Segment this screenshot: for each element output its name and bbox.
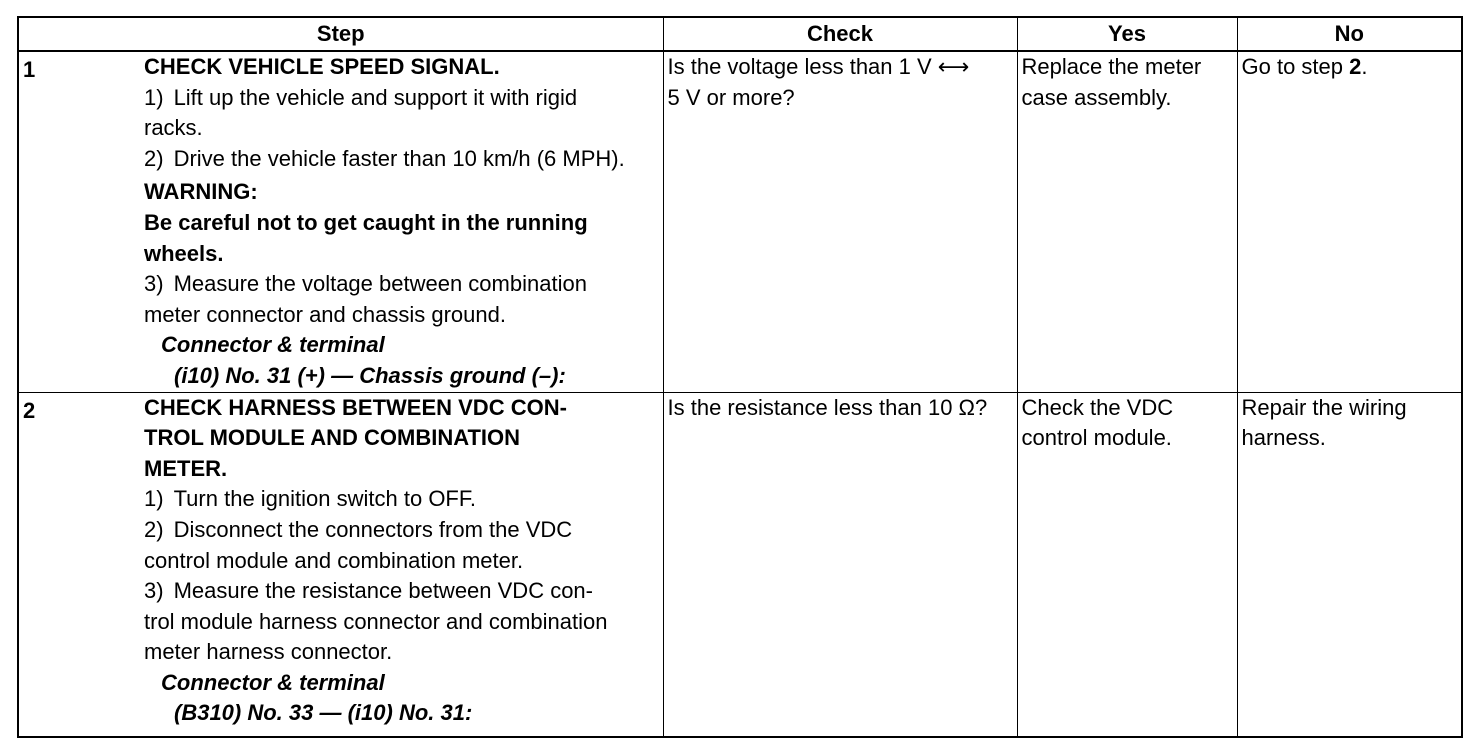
spec-label: Connector & terminal	[161, 669, 385, 695]
no-cell	[1237, 51, 1462, 392]
check-text: 5 V or more?	[667, 84, 795, 110]
list-item: 3) Measure the voltage between combination	[144, 271, 587, 297]
step-number: 2	[23, 397, 36, 423]
list-item: racks.	[144, 115, 203, 141]
header-step: Step	[18, 17, 663, 51]
warning-text: wheels.	[144, 240, 224, 266]
no-text: Go to step 2.	[1241, 54, 1368, 79]
no-text: harness.	[1241, 425, 1326, 451]
step-title: CHECK HARNESS BETWEEN VDC CON-	[144, 394, 567, 420]
list-item: meter harness connector.	[144, 639, 393, 665]
check-cell	[663, 51, 1017, 392]
header-no: No	[1237, 17, 1462, 51]
header-check: Check	[663, 17, 1017, 51]
list-item: control module and combination meter.	[144, 547, 524, 573]
list-item: trol module harness connector and combination	[144, 608, 608, 634]
header-yes: Yes	[1017, 17, 1237, 51]
step-number: 1	[23, 57, 36, 82]
step-cell	[18, 392, 663, 737]
yes-text: case assembly.	[1021, 84, 1172, 110]
list-item: 2) Drive the vehicle faster than 10 km/h (6 MPH).	[144, 145, 625, 171]
table-row	[18, 51, 1462, 392]
check-text: Is the resistance less than 10 Ω?	[667, 394, 988, 420]
yes-text: Replace the meter	[1021, 54, 1202, 79]
list-item: 3) Measure the resistance between VDC con-	[144, 578, 593, 604]
step-title: TROL MODULE AND COMBINATION	[144, 425, 521, 451]
header-row	[18, 17, 1462, 51]
check-cell	[663, 392, 1017, 737]
list-item: 2) Disconnect the connectors from the VDC	[144, 516, 573, 542]
check-text: Is the voltage less than 1 V ⟷	[667, 54, 970, 79]
warning-label: WARNING:	[144, 179, 258, 205]
list-item: meter connector and chassis ground.	[144, 301, 506, 327]
list-item: 1) Lift up the vehicle and support it with rigid	[144, 84, 578, 110]
spec-value: (B310) No. 33 — (i10) No. 31:	[174, 700, 473, 726]
yes-cell	[1017, 392, 1237, 737]
step-title: CHECK VEHICLE SPEED SIGNAL.	[144, 54, 500, 79]
list-item: 1) Turn the ignition switch to OFF.	[144, 486, 476, 512]
yes-cell	[1017, 51, 1237, 392]
no-cell	[1237, 392, 1462, 737]
no-text: Repair the wiring	[1241, 394, 1407, 420]
yes-text: control module.	[1021, 425, 1172, 451]
step-cell	[18, 51, 663, 392]
table-row	[18, 392, 1462, 737]
diagnostic-table	[17, 16, 1463, 738]
warning-text: Be careful not to get caught in the running	[144, 209, 588, 235]
spec-value: (i10) No. 31 (+) — Chassis ground (–):	[174, 362, 566, 388]
step-title: METER.	[144, 455, 228, 481]
spec-label: Connector & terminal	[161, 332, 385, 358]
yes-text: Check the VDC	[1021, 394, 1174, 420]
